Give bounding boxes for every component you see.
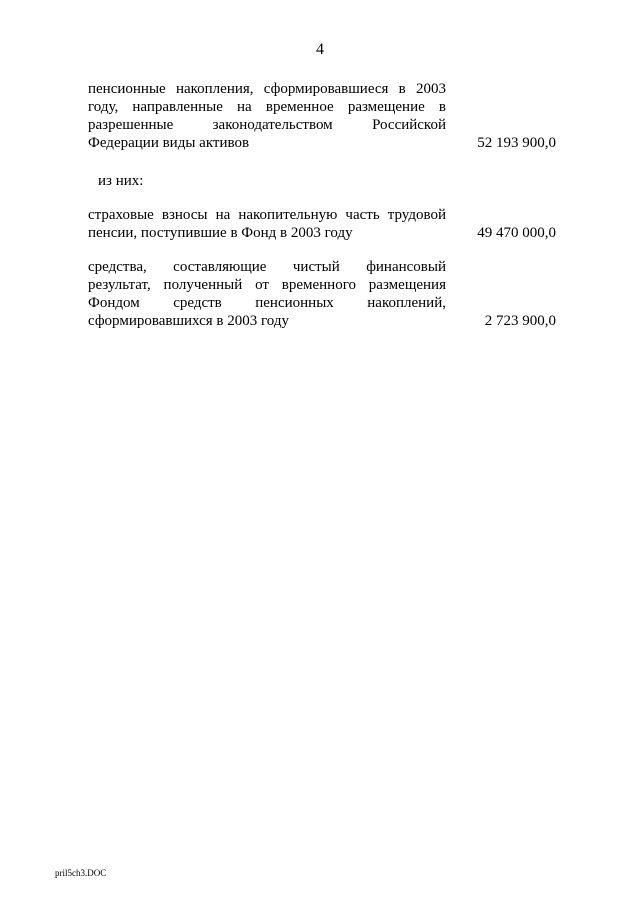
description-line: году, направленные на временное размещение в xyxy=(88,99,446,115)
page-number: 4 xyxy=(316,41,324,58)
description-line: пенсионные накопления, сформировавшиеся в 2003 xyxy=(88,81,446,97)
line-item-description xyxy=(88,206,446,242)
line-item-amount: 52 193 900,0 xyxy=(477,135,556,151)
description-line: Федерации виды активов xyxy=(88,135,250,151)
line-item-net-financial-result xyxy=(88,258,556,330)
description-line: пенсии, поступившие в Фонд в 2003 году xyxy=(88,225,353,241)
line-item-amount: 2 723 900,0 xyxy=(484,313,556,329)
subheading: из них: xyxy=(98,173,144,189)
description-line: сформировавшихся в 2003 году xyxy=(88,313,289,329)
line-item-insurance-contributions xyxy=(88,206,556,242)
description-line: результат, полученный от временного размещения xyxy=(88,277,446,293)
description-line: страховые взносы на накопительную часть трудовой xyxy=(88,207,446,223)
description-line: разрешенные законодательством Российской xyxy=(88,117,446,133)
line-item-description xyxy=(88,258,446,330)
description-line: средства, составляющие чистый финансовый xyxy=(88,259,446,275)
description-line: Фондом средств пенсионных накоплений, xyxy=(88,295,446,311)
line-item-description xyxy=(88,80,446,152)
footer-filename: pril5ch3.DOC xyxy=(55,868,107,878)
line-item-total xyxy=(88,80,556,152)
line-item-amount: 49 470 000,0 xyxy=(477,225,556,241)
